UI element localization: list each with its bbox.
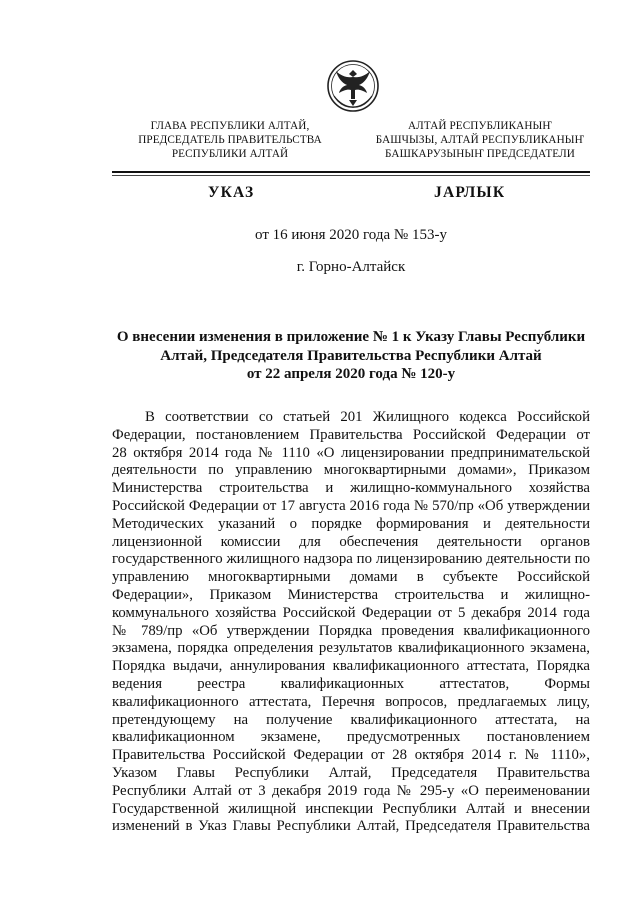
- body-line: В соответствии со статьей 201 Жилищного кодекса Российской: [145, 409, 590, 425]
- body-line: Методических указаний о порядке формирования и деятельности: [112, 515, 590, 532]
- body-line: государственного жилищного надзора по лицензированию деятельности по: [112, 551, 590, 568]
- body-line: деятельности по управлению многоквартирными домами», Приказом: [112, 462, 590, 479]
- body-line: Федерации, постановлением Правительства Российской Федерации от: [112, 426, 590, 443]
- body-line: Указом Главы Республики Алтай, Председателя Правительства: [112, 764, 590, 781]
- body-line: квалификационного аттестата, Перечня вопросов, предлагаемых лицу,: [112, 693, 590, 710]
- body-line: коммунального хозяйства Российской Федерации от 5 декабря 2014 года: [112, 604, 590, 621]
- body-line: Российской Федерации от 17 августа 2016 года № 570/пр «Об утверждении: [112, 497, 590, 514]
- body-line: Федерации», Приказом Министерства строительства и жилищно-: [112, 586, 590, 603]
- header-rule-thin: [112, 175, 590, 176]
- doc-type-ru: УКАЗ: [208, 184, 255, 201]
- header-left-block: [105, 119, 355, 161]
- header-rule-thick: [112, 171, 590, 173]
- subject-line: от 22 апреля 2020 года № 120-у: [246, 366, 456, 382]
- header-right-line: БАШЧЫЗЫ, АЛТАЙ РЕСПУБЛИКАНЫҤ: [375, 134, 585, 146]
- body-line: ведения реестра квалификационных аттестатов, Формы: [112, 675, 590, 692]
- header-right-block: [355, 119, 605, 161]
- body-line: лицензионной комиссии для обеспечения деятельности органов: [112, 533, 590, 550]
- body-line: изменений в Указ Главы Республики Алтай, Председателя Правительства: [112, 818, 590, 835]
- coat-of-arms-icon: [325, 56, 381, 118]
- header-left-line: ГЛАВА РЕСПУБЛИКИ АЛТАЙ,: [150, 120, 310, 132]
- date-line: от 16 июня 2020 года № 153-у: [255, 227, 447, 243]
- body-line: управлению многоквартирными домами в субъекте Российской: [112, 569, 590, 586]
- header-left-line: ПРЕДСЕДАТЕЛЬ ПРАВИТЕЛЬСТВА: [138, 134, 322, 146]
- subject-line: О внесении изменения в приложение № 1 к Указу Главы Республики: [116, 329, 586, 345]
- subject-line: Алтай, Председателя Правительства Республики Алтай: [160, 347, 542, 364]
- header-right-line: БАШКАРУЗЫНЫҤ ПРЕДСЕДАТЕЛИ: [385, 148, 575, 160]
- doc-type-alt: JАРЛЫК: [434, 184, 506, 201]
- city-line: г. Горно-Алтайск: [296, 259, 406, 275]
- header-right-line: АЛТАЙ РЕСПУБЛИКАНЫҤ: [407, 120, 553, 132]
- body-line: 28 октября 2014 года № 1110 «О лицензировании предпринимательской: [112, 444, 590, 461]
- body-line: Министерства строительства и жилищно-коммунального хозяйства: [112, 480, 590, 497]
- body-line: Порядка выдачи, аннулирования квалификационного аттестата, Порядка: [112, 658, 590, 675]
- body-paragraph: [112, 409, 590, 836]
- body-line: квалификационном экзамене, предусмотренных постановлением: [112, 729, 590, 746]
- decree-subject: [112, 328, 590, 384]
- body-line: экзамена, порядка определения результатов квалификационного экзамена,: [112, 640, 590, 657]
- body-line: Республики Алтай от 3 декабря 2019 года № 295-у «О переименовании: [112, 782, 590, 799]
- body-line: претендующему на получение квалификационного аттестата, на: [112, 711, 590, 728]
- header-left-line: РЕСПУБЛИКИ АЛТАЙ: [171, 148, 289, 160]
- body-line: Правительства Российской Федерации от 28 октября 2014 г. № 1110»,: [112, 747, 590, 764]
- body-line: № 789/пр «Об утверждении Порядка проведения квалификационного: [112, 622, 590, 639]
- body-line: Государственной жилищной инспекции Республики Алтай и внесении: [112, 800, 590, 817]
